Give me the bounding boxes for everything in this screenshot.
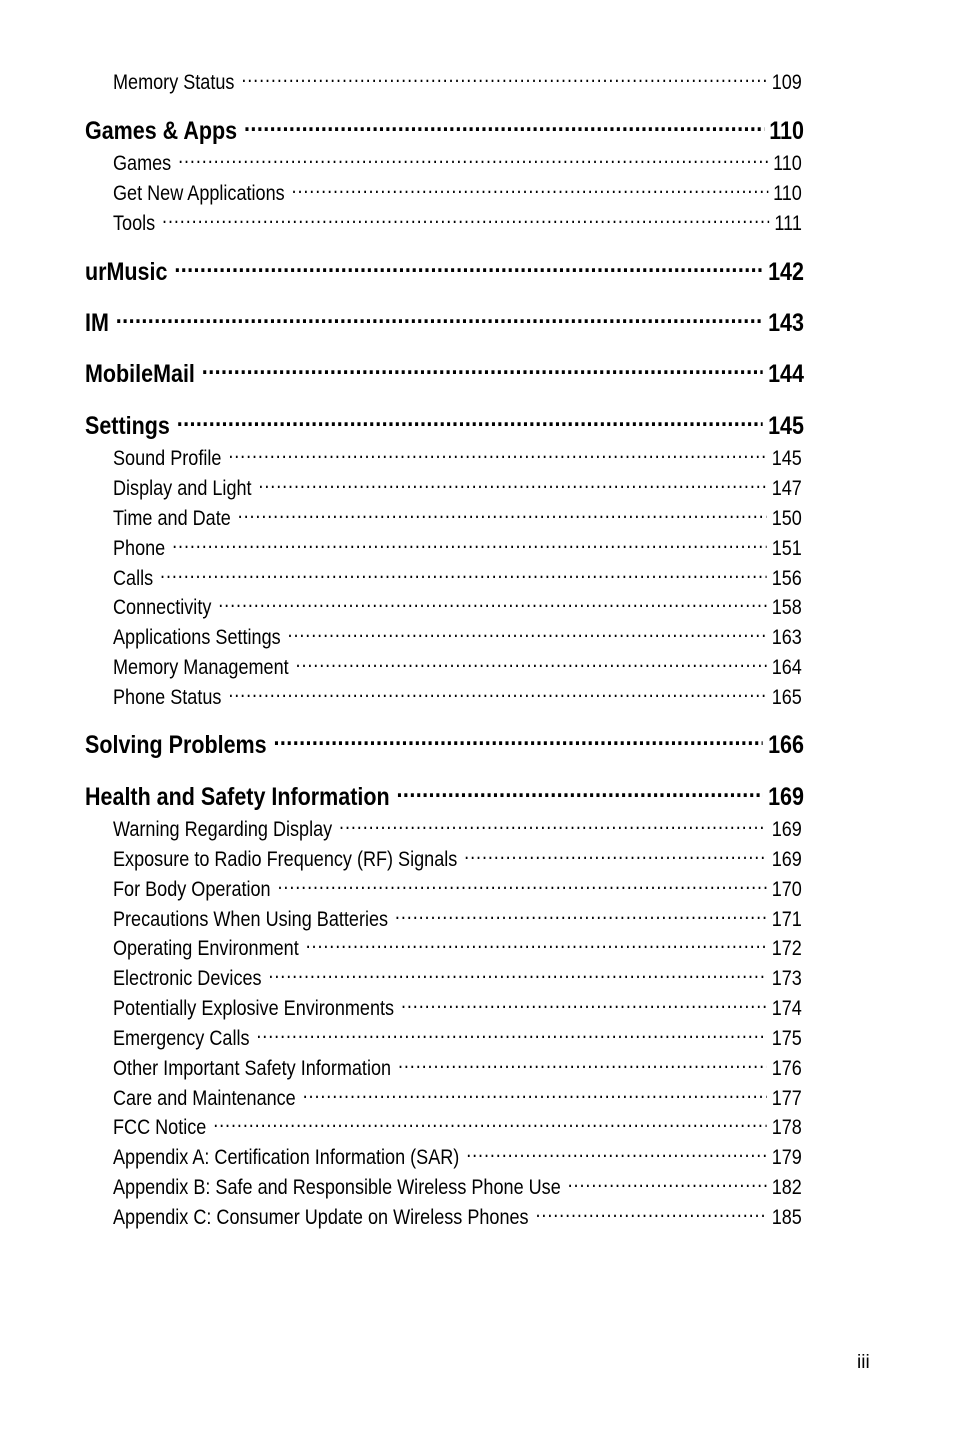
toc-entry-page: 147 [771,477,802,500]
dot-leader [172,534,766,555]
toc-entry-page: 179 [771,1146,802,1169]
toc-section-heading[interactable] [85,114,804,146]
toc-section-page: 143 [768,309,804,337]
toc-entry-page: 151 [771,537,802,560]
dot-leader [277,875,766,896]
dot-leader [177,409,763,434]
toc-section-page: 144 [768,360,804,388]
dot-leader [116,306,763,331]
toc-entry-page: 174 [771,997,802,1020]
toc-entry[interactable] [113,444,802,471]
toc-section-page: 166 [768,731,804,759]
toc-entry[interactable] [113,994,802,1021]
toc-entry[interactable] [113,149,802,176]
toc-section-title: Settings [85,412,170,440]
dot-leader [162,209,769,230]
dot-leader [292,179,768,200]
toc-entry-title: Potentially Explosive Environments [113,997,395,1020]
dot-leader [273,728,762,753]
toc-entry-title: Other Important Safety Information [113,1057,392,1080]
dot-leader [202,357,763,382]
dot-leader [160,564,767,585]
toc-section-title: IM [85,309,109,337]
toc-entry[interactable] [113,623,802,650]
toc-entry[interactable] [113,68,802,95]
toc-entry-title: Time and Date [113,507,231,530]
toc-section-page: 142 [768,258,804,286]
toc-entry[interactable] [113,1054,802,1081]
toc-entry-page: 178 [771,1116,802,1139]
page-number: iii [857,1352,870,1373]
dot-leader [256,1024,766,1045]
toc-entry-page: 173 [771,967,802,990]
toc-entry-title: For Body Operation [113,878,271,901]
toc-entry-page: 158 [771,596,802,619]
toc-entry[interactable] [113,564,802,591]
toc-entry-page: 156 [771,567,802,590]
toc-entry-page: 110 [773,152,802,175]
toc-section-title: Health and Safety Information [85,783,390,811]
dot-leader [228,444,766,465]
toc-entry[interactable] [113,845,802,872]
dot-leader [218,593,766,614]
toc-entry-page: 163 [771,626,802,649]
toc-entry-page: 169 [771,848,802,871]
toc-entry-title: Exposure to Radio Frequency (RF) Signals [113,848,458,871]
toc-entry-page: 150 [771,507,802,530]
dot-leader [258,474,766,495]
toc-entry[interactable] [113,1203,802,1230]
dot-leader [238,504,767,525]
dot-leader [466,1143,766,1164]
toc-section-title: Games & Apps [85,117,238,145]
dot-leader [174,255,763,280]
toc-entry-title: Phone [113,537,166,560]
toc-entry-page: 176 [771,1057,802,1080]
toc-section-heading[interactable] [85,306,804,338]
toc-entry-page: 171 [771,908,802,931]
toc-entry-title: Sound Profile [113,447,222,470]
toc-entry-page: 172 [771,937,802,960]
toc-entry-title: Appendix A: Certification Information (SAR) [113,1146,460,1169]
toc-entry[interactable] [113,504,802,531]
toc-entry[interactable] [113,653,802,680]
toc-entry-title: Care and Maintenance [113,1087,296,1110]
dot-leader [268,964,766,985]
dot-leader [213,1113,766,1134]
toc-section-title: MobileMail [85,360,195,388]
toc-entry-page: 111 [774,212,802,235]
toc-entry-title: Memory Management [113,656,289,679]
toc-entry-title: Precautions When Using Batteries [113,908,389,931]
dot-leader [244,114,764,139]
toc-entry[interactable] [113,209,802,236]
toc-entry-title: Connectivity [113,596,212,619]
toc-section-page: 169 [768,783,804,811]
toc-entry-page: 165 [771,686,802,709]
dot-leader [296,653,767,674]
dot-leader [339,815,767,836]
toc-entry-title: Applications Settings [113,626,281,649]
toc-entry-page: 169 [771,818,802,841]
dot-leader [398,1054,767,1075]
toc-entry-title: Tools [113,212,156,235]
toc-section-page: 110 [769,117,804,145]
toc-section-title: Solving Problems [85,731,267,759]
toc-entry-page: 182 [771,1176,802,1199]
toc-section-heading[interactable] [85,780,804,812]
toc-entry-title: Games [113,152,172,175]
toc-entry[interactable] [113,593,802,620]
toc-entry-title: Calls [113,567,154,590]
toc-entry-page: 145 [771,447,802,470]
toc-entry-title: Warning Regarding Display [113,818,333,841]
toc-entry[interactable] [113,815,802,842]
toc-entry[interactable] [113,683,802,710]
toc-entry[interactable] [113,1113,802,1140]
toc-entry-page: 177 [771,1087,802,1110]
toc-entry[interactable] [113,179,802,206]
toc-entry-page: 164 [771,656,802,679]
toc-section-heading[interactable] [85,728,804,760]
dot-leader [288,623,767,644]
toc-entry-title: FCC Notice [113,1116,207,1139]
dot-leader [178,149,768,170]
dot-leader [395,905,767,926]
toc-entry[interactable] [113,474,802,501]
toc-entry-page: 185 [771,1206,802,1229]
toc-entry-title: Display and Light [113,477,252,500]
toc-entry-title: Emergency Calls [113,1027,250,1050]
toc-entry[interactable] [113,534,802,561]
toc-entry[interactable] [113,875,802,902]
toc-section-title: urMusic [85,258,168,286]
toc-entry[interactable] [113,1173,802,1200]
toc-entry[interactable] [113,964,802,991]
dot-leader [306,934,767,955]
dot-leader [303,1084,767,1105]
toc-entry-page: 170 [771,878,802,901]
toc-entry-title: Appendix C: Consumer Update on Wireless Phones [113,1206,529,1229]
toc-section-heading[interactable] [85,357,804,389]
toc-entry-page: 110 [773,182,802,205]
toc-entry-title: Operating Environment [113,937,299,960]
toc-entry[interactable] [113,1084,802,1111]
dot-leader [228,683,766,704]
toc-entry[interactable] [113,905,802,932]
toc-entry-title: Appendix B: Safe and Responsible Wireless Phone Use [113,1176,561,1199]
toc-entry[interactable] [113,934,802,961]
toc-entry-page: 175 [771,1027,802,1050]
toc-entry[interactable] [113,1143,802,1170]
toc-section-page: 145 [768,412,804,440]
toc-entry-title: Get New Applications [113,182,285,205]
toc-section-heading[interactable] [85,255,804,287]
toc-entry-page: 109 [771,71,802,94]
dot-leader [241,68,766,89]
toc-entry[interactable] [113,1024,802,1051]
toc-entry-title: Phone Status [113,686,222,709]
dot-leader [401,994,767,1015]
dot-leader [568,1173,767,1194]
dot-leader [535,1203,766,1224]
toc-section-heading[interactable] [85,409,804,441]
dot-leader [397,780,763,805]
toc-entry-title: Memory Status [113,71,235,94]
toc-entry-title: Electronic Devices [113,967,262,990]
dot-leader [464,845,766,866]
